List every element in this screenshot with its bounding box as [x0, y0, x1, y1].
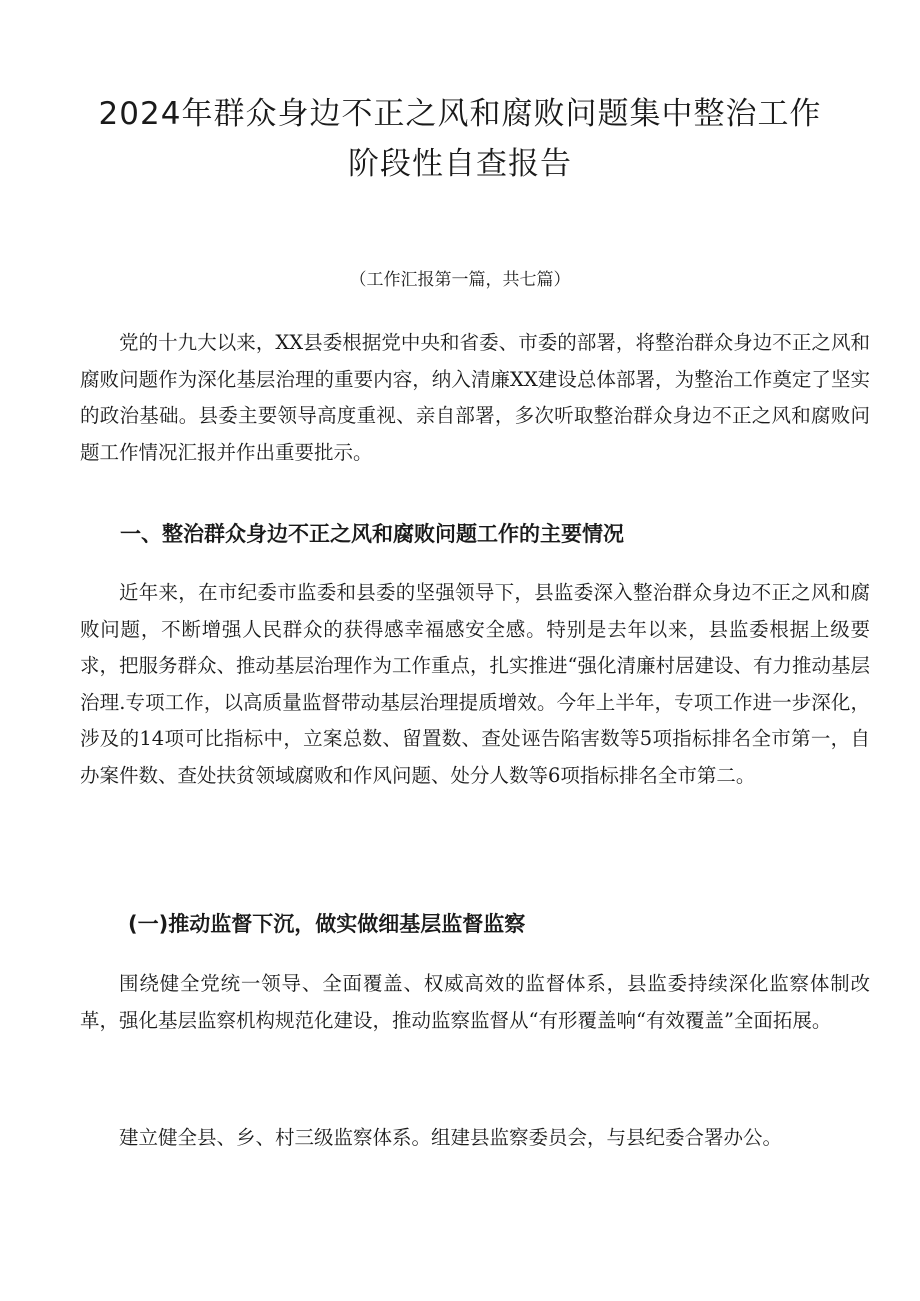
- subsection-heading-1: (一)推动监督下沉，做实做细基层监督监察: [128, 912, 526, 936]
- paragraph-three-level-system: 建立健全县、乡、村三级监察体系。组建县监察委员会，与县纪委合署办公。: [119, 1126, 783, 1149]
- section-heading-1: 一、整治群众身边不正之风和腐败问题工作的主要情况: [120, 522, 624, 546]
- paragraph-intro: 党的十九大以来，XX县委根据党中央和省委、市委的部署，将整治群众身边不正之风和腐败问题作为深化基层治理的重要内容，纳入清廉XX建设总体部署，为整治工作奠定了坚实的政治基础。县委主要领导高度重视、亲自部署，多次听取整治群众身边不正之风和腐败问题工作情况汇报并作出重要批示。: [80, 331, 870, 464]
- document-title-line-1: 2024年群众身边不正之风和腐败问题集中整治工作: [98, 96, 822, 132]
- document-subtitle: （工作汇报第一篇，共七篇）: [349, 270, 571, 290]
- paragraph-main-situation: 近年来，在市纪委市监委和县委的坚强领导下，县监委深入整治群众身边不正之风和腐败问题，不断增强人民群众的获得感幸福感安全感。特别是去年以来，县监委根据上级要求，把服务群众、推动基层治理作为工作重点，扎实推进“强化清廉村居建设、有力推动基层治理.专项工作，以高质量监督带动基层治理提质增效。今年上半年，专项工作进一步深化，涉及的14项可比指标中，立案总数、留置数、查处诬告陷害数等5项指标排名全市第一，自办案件数、查处扶贫领域腐败和作风问题、处分人数等6项指标排名全市第二。: [80, 581, 870, 787]
- paragraph-supervision-system: 围绕健全党统一领导、全面覆盖、权威高效的监督体系，县监委持续深化监察体制改革，强化基层监察机构规范化建设，推动监察监督从“有形覆盖响“有效覆盖”全面拓展。: [80, 972, 870, 1032]
- document-title-line-2: 阶段性自查报告: [348, 146, 572, 182]
